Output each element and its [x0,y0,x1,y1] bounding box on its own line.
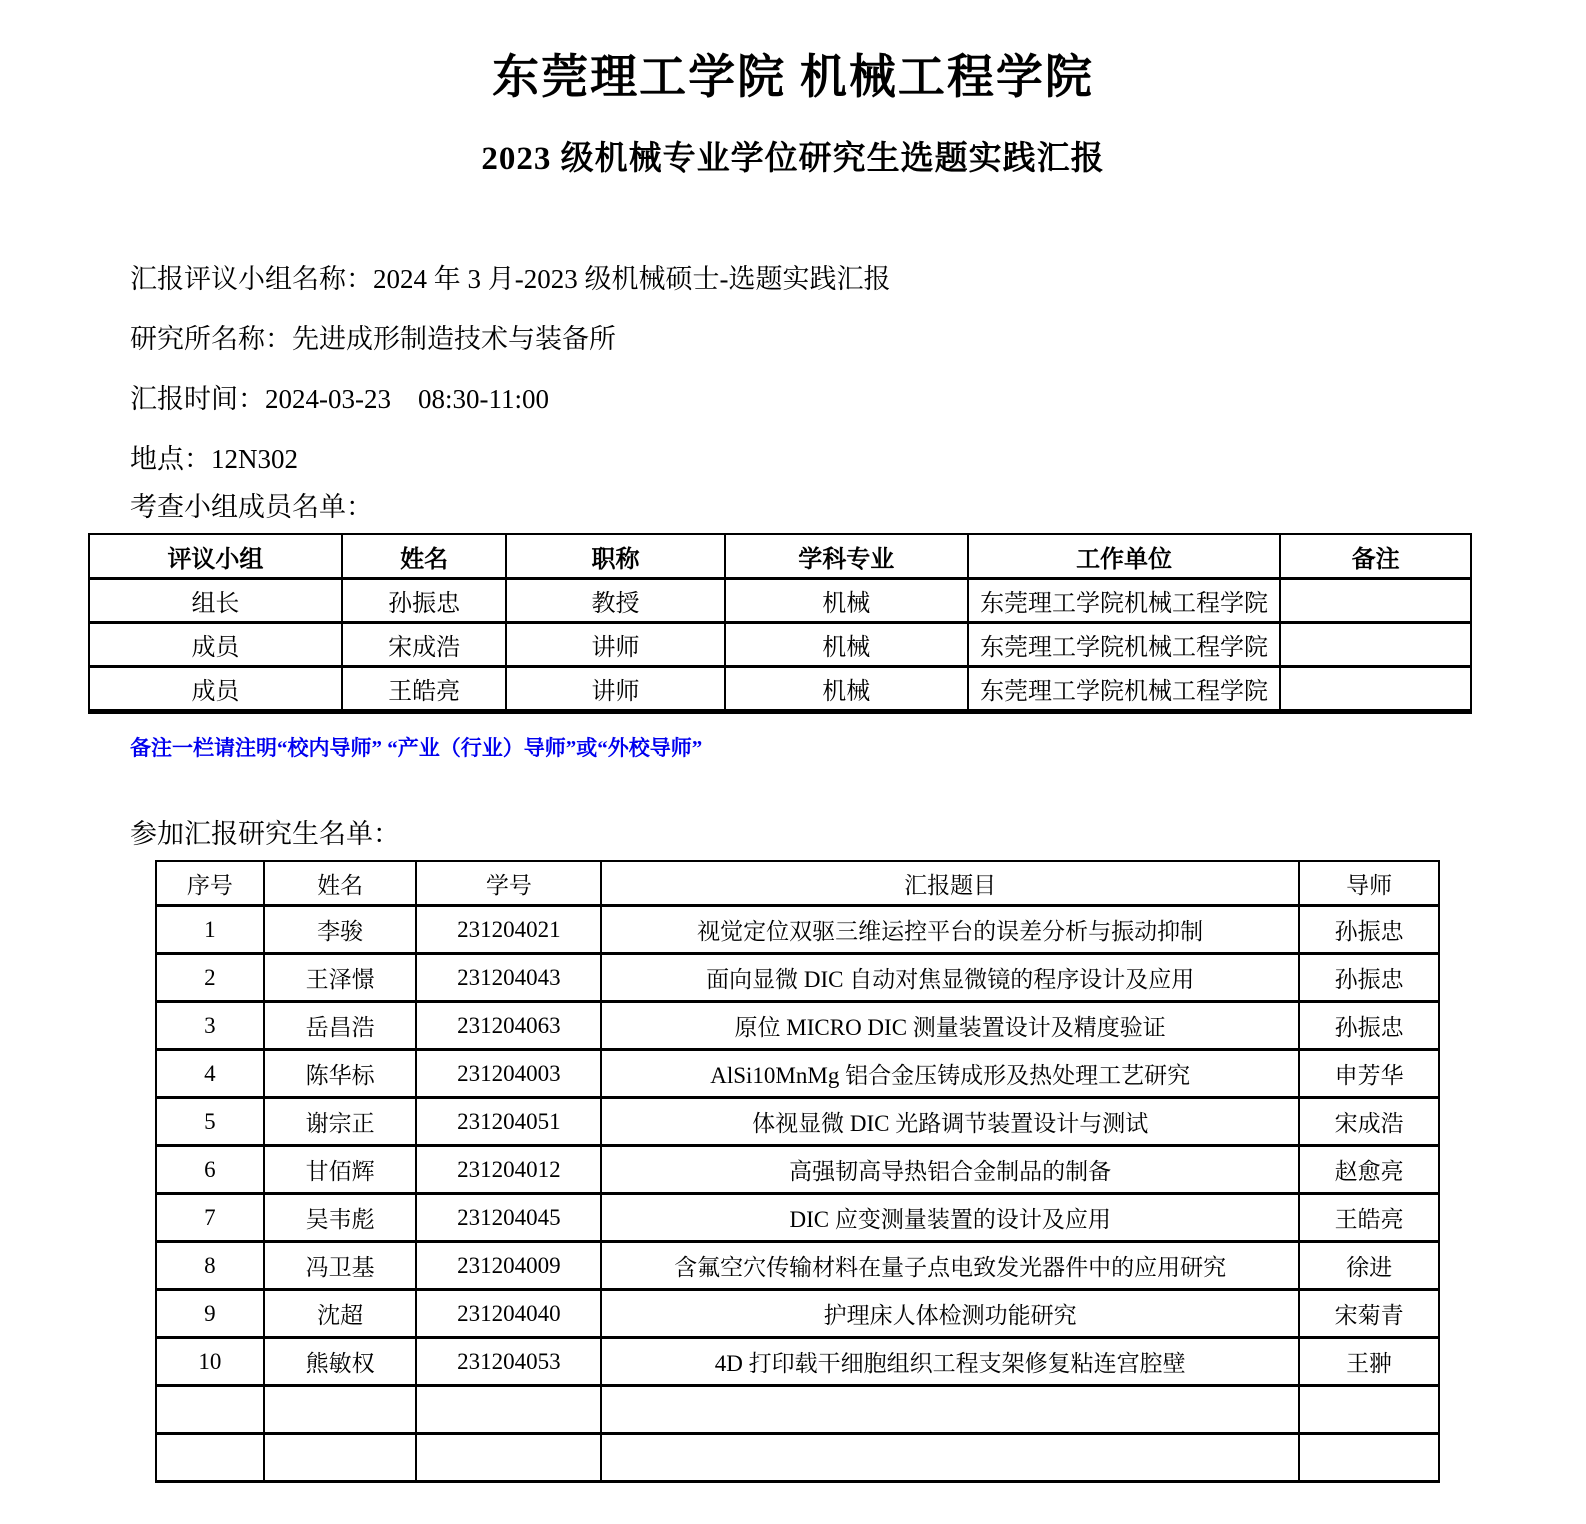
table-cell: 231204063 [416,1002,601,1050]
table-cell: 5 [156,1098,264,1146]
table-row [156,906,1439,954]
table-cell [416,1434,601,1482]
table-cell: 3 [156,1002,264,1050]
table-cell: 10 [156,1338,264,1386]
column-header: 导师 [1299,861,1439,906]
document-subtitle: 2023 级机械专业学位研究生选题实践汇报 [481,141,1105,178]
table-cell: 231204021 [416,906,601,954]
table-cell [264,1386,417,1434]
table-cell: 231204051 [416,1098,601,1146]
committee-table [88,533,1472,714]
info-block [130,261,1586,477]
table-cell: 7 [156,1194,264,1242]
table-cell: 讲师 [506,623,724,667]
table-cell: 231204043 [416,954,601,1002]
table-cell [1280,579,1471,623]
table-cell: 王皓亮 [1299,1194,1439,1242]
info-line-group-name: 汇报评议小组名称：2024 年 3 月-2023 级机械硕士-选题实践汇报 [130,264,891,295]
table-cell: 王翀 [1299,1338,1439,1386]
table-cell: 王泽憬 [264,954,417,1002]
table-cell [1299,1386,1439,1434]
table-cell: 机械 [725,667,968,712]
table-row [156,1002,1439,1050]
table-cell: 体视显微 DIC 光路调节装置设计与测试 [601,1098,1299,1146]
table-row [156,1242,1439,1290]
table-row [89,623,1471,667]
table-row [156,1290,1439,1338]
table-cell: 含氟空穴传输材料在量子点电致发光器件中的应用研究 [601,1242,1299,1290]
table-cell: 岳昌浩 [264,1002,417,1050]
committee-header-row [89,534,1471,579]
students-header-row [156,861,1439,906]
table-cell: 吴韦彪 [264,1194,417,1242]
column-header: 姓名 [342,534,506,579]
column-header: 序号 [156,861,264,906]
column-header: 汇报题目 [601,861,1299,906]
table-cell: 护理床人体检测功能研究 [601,1290,1299,1338]
table-cell [156,1386,264,1434]
table-cell: 视觉定位双驱三维运控平台的误差分析与振动抑制 [601,906,1299,954]
table-cell: 机械 [725,579,968,623]
table-cell: 组长 [89,579,342,623]
table-cell: 1 [156,906,264,954]
table-cell: 231204045 [416,1194,601,1242]
info-line-report-time: 汇报时间：2024-03-23 08:30-11:00 [130,384,549,415]
table-cell: 孙振忠 [342,579,506,623]
table-cell: 宋菊青 [1299,1290,1439,1338]
note-remark: 备注一栏请注明“校内导师” “产业（行业）导师”或“外校导师” [130,736,703,761]
column-header: 备注 [1280,534,1471,579]
committee-section-label: 考查小组成员名单： [130,492,373,523]
table-cell [1280,667,1471,712]
table-row [156,1338,1439,1386]
table-cell: 231204003 [416,1050,601,1098]
table-cell [264,1434,417,1482]
table-cell [1280,623,1471,667]
students-section-label: 参加汇报研究生名单： [130,819,400,850]
table-row [156,1050,1439,1098]
table-row [156,1434,1439,1482]
table-row [156,1098,1439,1146]
table-cell: 8 [156,1242,264,1290]
table-row [156,1194,1439,1242]
table-cell: 熊敏权 [264,1338,417,1386]
table-row [156,1146,1439,1194]
column-header: 评议小组 [89,534,342,579]
table-cell: AlSi10MnMg 铝合金压铸成形及热处理工艺研究 [601,1050,1299,1098]
info-line-institute: 研究所名称：先进成形制造技术与装备所 [130,324,616,355]
table-cell: 讲师 [506,667,724,712]
table-cell: 冯卫基 [264,1242,417,1290]
table-cell: 教授 [506,579,724,623]
column-header: 学科专业 [725,534,968,579]
table-row [156,954,1439,1002]
table-cell [156,1434,264,1482]
table-cell: 王皓亮 [342,667,506,712]
column-header: 职称 [506,534,724,579]
table-cell: 成员 [89,667,342,712]
table-cell: 机械 [725,623,968,667]
table-cell: 原位 MICRO DIC 测量装置设计及精度验证 [601,1002,1299,1050]
table-cell: 孙振忠 [1299,1002,1439,1050]
info-line-location: 地点：12N302 [130,444,298,475]
table-cell: 宋成浩 [1299,1098,1439,1146]
table-cell: 231204053 [416,1338,601,1386]
table-row [89,579,1471,623]
table-cell: 4 [156,1050,264,1098]
table-cell [601,1386,1299,1434]
table-cell: 成员 [89,623,342,667]
table-cell: 231204040 [416,1290,601,1338]
table-cell [601,1434,1299,1482]
table-cell: 9 [156,1290,264,1338]
table-cell: 申芳华 [1299,1050,1439,1098]
table-cell: 231204009 [416,1242,601,1290]
table-cell: 谢宗正 [264,1098,417,1146]
table-row [89,667,1471,712]
table-cell [1299,1434,1439,1482]
table-cell: 高强韧高导热铝合金制品的制备 [601,1146,1299,1194]
column-header: 学号 [416,861,601,906]
table-cell: 孙振忠 [1299,906,1439,954]
table-cell: 东莞理工学院机械工程学院 [968,623,1280,667]
table-row [156,1386,1439,1434]
table-cell: 4D 打印载干细胞组织工程支架修复粘连宫腔壁 [601,1338,1299,1386]
table-cell: 沈超 [264,1290,417,1338]
table-cell: 宋成浩 [342,623,506,667]
table-cell: 徐进 [1299,1242,1439,1290]
students-table [155,860,1440,1483]
document-title: 东莞理工学院 机械工程学院 [492,52,1094,104]
table-cell: 东莞理工学院机械工程学院 [968,667,1280,712]
table-cell: 陈华标 [264,1050,417,1098]
table-cell: DIC 应变测量装置的设计及应用 [601,1194,1299,1242]
column-header: 工作单位 [968,534,1280,579]
table-cell [416,1386,601,1434]
table-cell: 赵愈亮 [1299,1146,1439,1194]
table-cell: 孙振忠 [1299,954,1439,1002]
table-cell: 231204012 [416,1146,601,1194]
table-cell: 李骏 [264,906,417,954]
table-cell: 东莞理工学院机械工程学院 [968,579,1280,623]
table-cell: 6 [156,1146,264,1194]
table-cell: 2 [156,954,264,1002]
table-cell: 甘佰辉 [264,1146,417,1194]
column-header: 姓名 [264,861,417,906]
table-cell: 面向显微 DIC 自动对焦显微镜的程序设计及应用 [601,954,1299,1002]
